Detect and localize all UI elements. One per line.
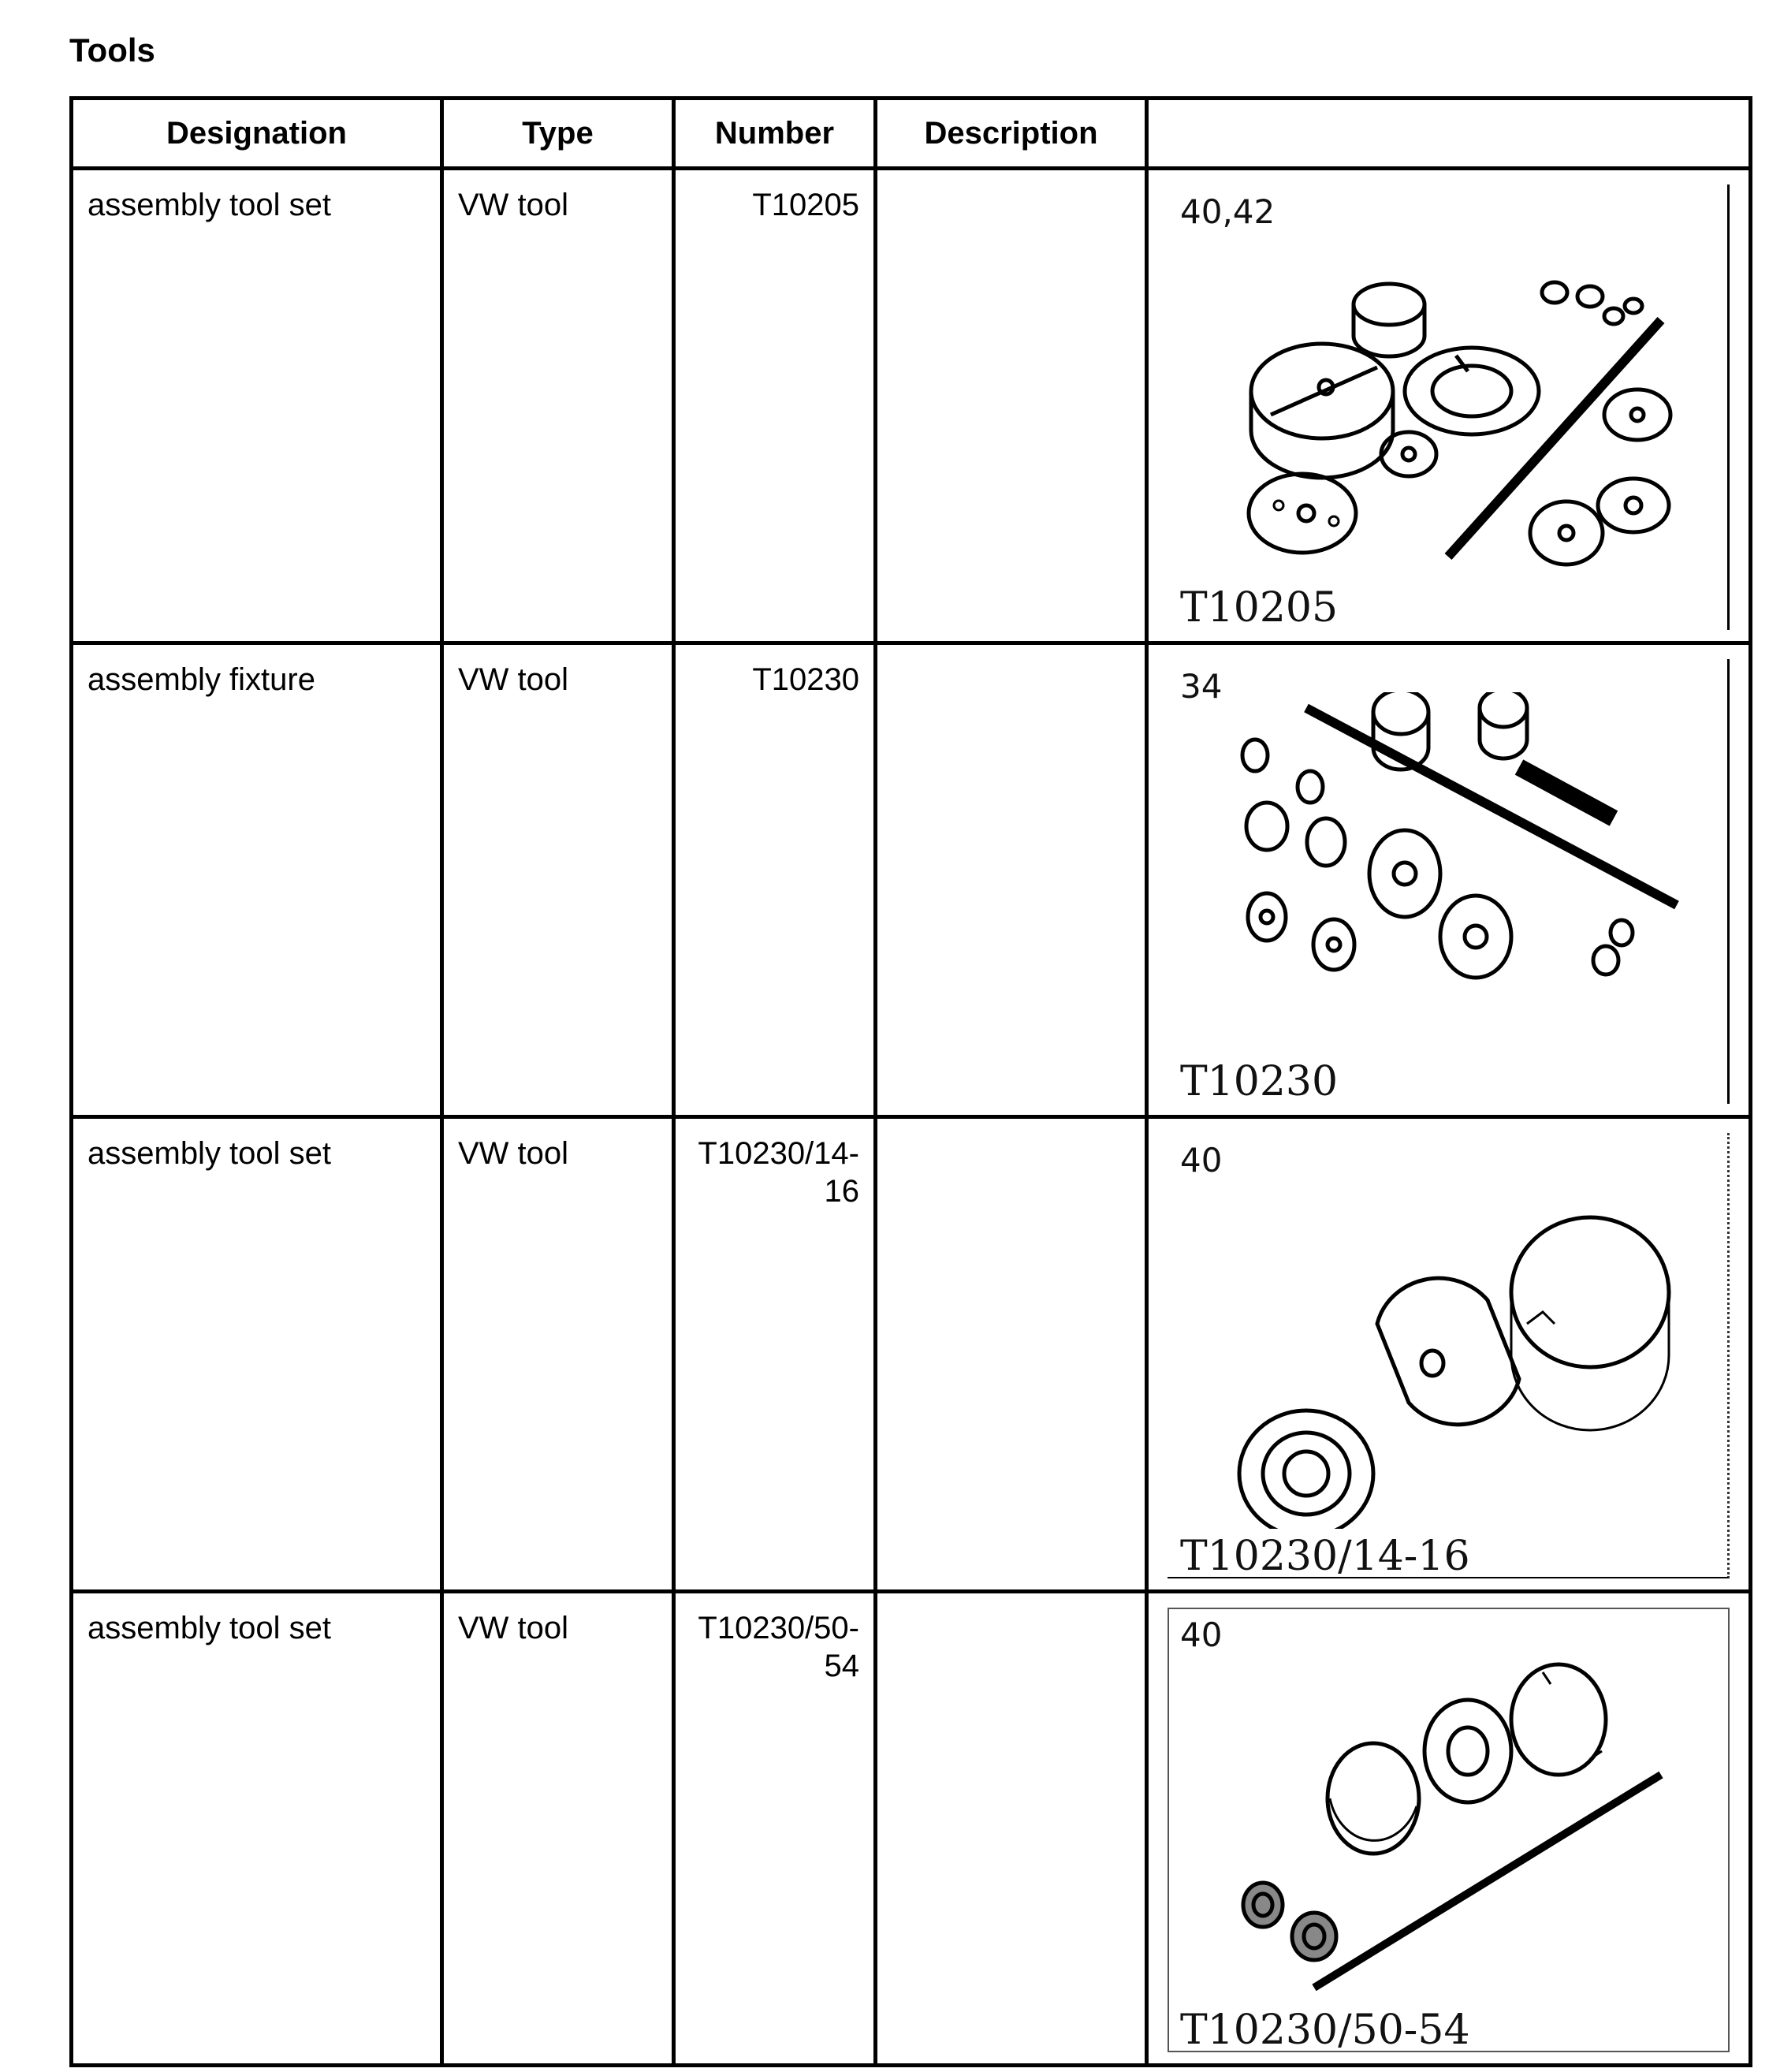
figure-quantity: 40 xyxy=(1180,1141,1223,1179)
designation-text: assembly fixture xyxy=(88,661,315,697)
number-cell xyxy=(674,169,876,643)
type-cell xyxy=(442,643,674,1117)
description-cell xyxy=(876,1591,1147,2066)
number-text: T10230/50-54 xyxy=(698,1610,859,1683)
assembly-tool-set-T10205-drawing xyxy=(1196,218,1685,580)
description-cell xyxy=(876,643,1147,1117)
designation-cell xyxy=(72,643,442,1117)
figure-cell xyxy=(1147,169,1751,643)
figure-caption: T10230/14-16 xyxy=(1180,1532,1470,1580)
figure-caption: T10205 xyxy=(1180,583,1339,632)
type-cell xyxy=(442,1117,674,1592)
tools-table xyxy=(69,96,1752,2067)
designation-text: assembly tool set xyxy=(88,1610,332,1645)
description-text xyxy=(877,1593,1145,1625)
table-row xyxy=(72,169,1751,643)
table-row xyxy=(72,643,1751,1117)
designation-cell xyxy=(72,1591,442,2066)
header-number: Number xyxy=(674,99,876,169)
designation-text: assembly tool set xyxy=(88,188,332,222)
number-cell xyxy=(674,1591,876,2066)
header-figure xyxy=(1147,99,1751,169)
figure-quantity: 40 xyxy=(1180,1615,1223,1654)
type-cell xyxy=(442,1591,674,2066)
table-row xyxy=(72,1591,1751,2066)
designation-text: assembly tool set xyxy=(88,1136,332,1171)
designation-cell xyxy=(72,1117,442,1592)
header-designation: Designation xyxy=(72,99,442,169)
description-text xyxy=(877,645,1145,676)
figure-cell xyxy=(1147,643,1751,1117)
table-header-row xyxy=(72,99,1751,169)
number-cell xyxy=(674,1117,876,1592)
figure-cell xyxy=(1147,1591,1751,2066)
description-cell xyxy=(876,169,1147,643)
figure-cell xyxy=(1147,1117,1751,1592)
type-text: VW tool xyxy=(458,1610,569,1645)
header-description: Description xyxy=(876,99,1147,169)
number-cell xyxy=(674,643,876,1117)
section-title: Tools xyxy=(69,32,155,69)
assembly-fixture-T10230-drawing xyxy=(1196,692,1685,1055)
description-text xyxy=(877,1119,1145,1150)
number-text: T10230/14-16 xyxy=(698,1136,859,1209)
description-cell xyxy=(876,1117,1147,1592)
type-text: VW tool xyxy=(458,1136,569,1171)
figure-caption: T10230/50-54 xyxy=(1180,2007,1470,2054)
type-cell xyxy=(442,169,674,643)
number-text: T10205 xyxy=(752,188,859,222)
figure-quantity: 40,42 xyxy=(1180,192,1276,231)
assembly-tool-set-T10230-14-16-drawing xyxy=(1196,1166,1685,1529)
designation-cell xyxy=(72,169,442,643)
header-type: Type xyxy=(442,99,674,169)
figure-caption: T10230 xyxy=(1180,1058,1339,1105)
type-text: VW tool xyxy=(458,188,569,222)
table-row xyxy=(72,1117,1751,1592)
number-text: T10230 xyxy=(752,661,859,697)
figure-quantity: 34 xyxy=(1180,666,1223,706)
assembly-tool-set-T10230-50-54-drawing xyxy=(1196,1641,1685,2003)
description-text xyxy=(877,170,1145,202)
type-text: VW tool xyxy=(458,661,569,697)
